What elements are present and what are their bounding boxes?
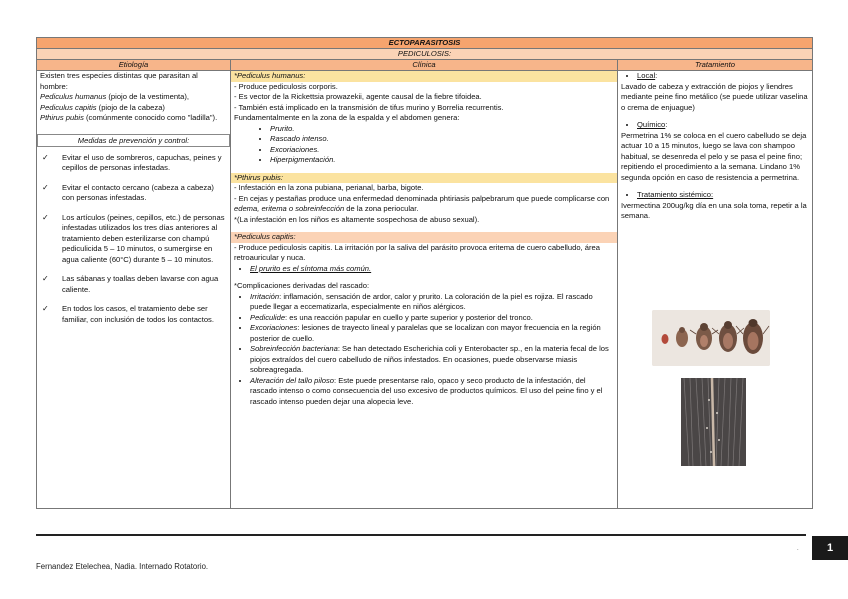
humanus-line: Fundamentalmente en la zona de la espalda y el abdomen genera: [234,113,460,122]
etiologia-intro: Existen tres especies distintas que parasitan al hombre: [40,71,198,91]
prevention-item: ✓ Las sábanas y toallas deben lavarse con agua caliente. [42,274,219,294]
capitis-line: - Produce pediculosis capitis. La irritación por la saliva del parásito provoca eritema de cuero cabelludo, área retroauricular y nuca. [234,242,600,262]
complications-title: *Complicaciones derivadas del rascado: [234,281,370,290]
humanus-line: - Es vector de la Rickettsia prowazekii, agente causal de la fiebre tifoidea. [234,92,482,101]
pthirus-note: *(La infestación en los niños es altamente sospechosa de abuso sexual). [234,214,480,224]
quimico-heading-list [621,120,809,131]
humanus-signs [234,124,614,166]
complication-item: • Irritación: inflamación, sensación de ardor, calor y prurito. La coloración de la piel es rojiza. El rascado puede llegar a eccematizarla, especialmente en niños alérgicos. [250,292,614,313]
sign-item: • Prurito. [270,124,614,135]
species-item: Pthirus pubis (comúnmente conocido como "ladilla"). [40,113,218,122]
table-subtitle: PEDICULOSIS: [37,49,813,60]
capitis-key: • El prurito es el síntoma más común. [250,264,614,275]
checkmark-icon: ✓ [42,152,49,162]
clinica-cell [231,71,618,509]
complication-item: • Alteración del tallo piloso: Este puede presentarse ralo, opaco y seco producto de la infestación, del rascado intenso o como consecuencia del uso excesivo de productos químicos. El uso del peine fino y el rascado intenso pueden dejar una alopecia leve. [250,376,614,408]
humanus-line: - Produce pediculosis corporis. [234,81,338,91]
species-item: Pediculus capitis (piojo de la cabeza) [40,102,165,112]
sistemico-heading-list [621,190,809,201]
footer-author: Fernandez Etelechea, Nadia. Internado Rotatorio. [36,562,209,571]
complications-list [234,292,614,408]
checkmark-icon: ✓ [42,182,49,192]
sign-item: • Rascado intenso. [270,134,614,145]
complication-item: • Sobreinfección bacteriana: Se han detectado Escherichia coli y Enterobacter sp., en la materia fecal de los piojos extraídos del cuero cabelludo de niños infestados. En ocasiones, puede observarse miasis sobreagregada. [250,344,614,376]
table-title: ECTOPARASITOSIS [37,38,813,49]
humanus-line: - También está implicado en la transmisión de tifus murino y Borrelia recurrentis. [234,102,504,112]
quimico-heading: • Químico: [637,120,809,131]
local-text: Lavado de cabeza y extracción de piojos y liendres mediante peine fino metálico (se puede utilizar vaselina o crema de enjuague) [621,81,808,112]
sign-item: • Excoriaciones. [270,145,614,156]
pthirus-line: - Infestación en la zona pubiana, perianal, barba, bigote. [234,183,424,192]
column-header-clinica: Clínica [231,60,618,71]
pthirus-title: *Pthirus pubis: [231,173,617,184]
checkmark-icon: ✓ [42,304,49,313]
scalp-nits-photo [681,378,746,466]
pthirus-line: - En cejas y pestañas produce una enfermedad denominada phtiriasis palpebrarum que puede complicarse con edema, eritema o sobreinfección de la zona periocular. [234,193,610,213]
sistemico-text: Ivermectina 200ug/kg día en una sola toma, repetir a la semana. [621,200,807,220]
species-item: Pediculus humanus (piojo de la vestimenta), [40,92,190,101]
quimico-text: Permetrina 1% se coloca en el cuero cabelludo se deja actuar 10 a 15 minutos, luego se lava con shampoo habitual, se desenreda el pelo y se pasa el peine fino; repitiendo el procedimiento a la semana. Lindano 1% segunda opción en caso de resistencia a permetrina. [621,130,807,182]
complication-item: • Pediculide: es una reacción papular en cuello y parte superior y posterior del tronco. [250,313,614,324]
lice-life-stages-photo [652,310,770,366]
prevention-item: ✓ Evitar el contacto cercano (cabeza a cabeza) con personas infestadas. [42,182,214,202]
footer-dot: . [797,546,799,552]
complication-item: • Excoriaciones: lesiones de trayecto lineal y paralelas que se localizan con mayor frecuencia en la región posterior de cuello. [250,323,614,344]
etiologia-cell [37,71,231,509]
sign-item: • Hiperpigmentación. [270,155,614,166]
prevention-item: ✓ En todos los casos, el tratamiento debe ser familiar, con inclusión de todos los contactos. [42,304,214,324]
prevention-title: Medidas de prevención y control: [37,134,230,147]
local-heading: • Local: [637,71,809,82]
sistemico-heading: • Tratamiento sistémico: [637,190,809,201]
humanus-title: *Pediculus humanus: [231,71,617,82]
checkmark-icon: ✓ [42,212,49,222]
column-header-tratamiento: Tratamiento [618,60,813,71]
capitis-key-list [234,264,614,275]
prevention-list [40,153,227,326]
checkmark-icon: ✓ [42,274,49,283]
capitis-title: *Pediculus capitis: [231,232,617,243]
column-header-etiologia: Etiología [37,60,231,71]
prevention-item: ✓ Evitar el uso de sombreros, capuchas, peines y cepillos de personas infestadas. [42,152,222,172]
prevention-item: ✓ Los artículos (peines, cepillos, etc.) de personas infestadas utilizados los tres días anteriores al tratamiento deben esterilizarse con champú pediculicida 5 – 10 minutos, o sumergirse en agua caliente (60°C) durante 5 – 10 minutos. [42,212,225,264]
footer-divider [36,534,806,536]
page-number: 1 [812,536,848,560]
local-heading-list [621,71,809,82]
